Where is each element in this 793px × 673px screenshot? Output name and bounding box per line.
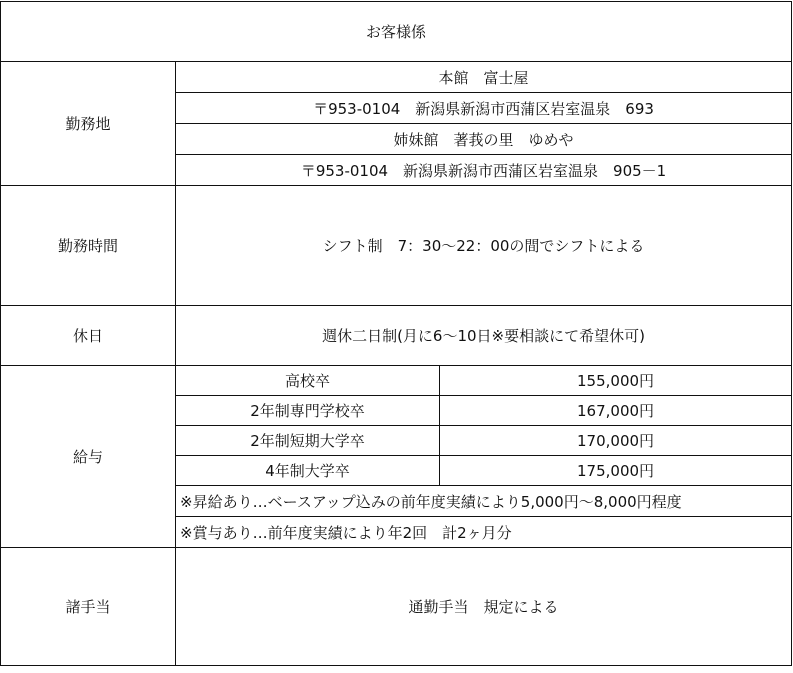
- work-location-row: [1, 62, 792, 93]
- header-row: [1, 2, 792, 62]
- salary-label: 給与: [1, 366, 176, 548]
- salary-education: 2年制短期大学卒: [176, 426, 440, 456]
- bonus-note: ※賞与あり…前年度実績により年2回 計2ヶ月分: [176, 517, 792, 548]
- work-location-label: 勤務地: [1, 62, 176, 186]
- holidays-label: 休日: [1, 306, 176, 366]
- holidays-value: 週休二日制(月に6～10日※要相談にて希望休可): [176, 306, 792, 366]
- raise-note: ※昇給あり…ベースアップ込みの前年度実績により5,000円～8,000円程度: [176, 486, 792, 517]
- holidays-row: [1, 306, 792, 366]
- salary-education: 高校卒: [176, 366, 440, 396]
- work-hours-row: [1, 186, 792, 306]
- allowances-value: 通勤手当 規定による: [176, 548, 792, 666]
- allowances-label: 諸手当: [1, 548, 176, 666]
- main-building-name: 本館 富士屋: [176, 62, 792, 93]
- salary-amount: 167,000円: [440, 396, 792, 426]
- salary-education: 2年制専門学校卒: [176, 396, 440, 426]
- main-building-address: 〒953-0104 新潟県新潟市西蒲区岩室温泉 693: [176, 93, 792, 124]
- page-title: お客様係: [1, 2, 792, 62]
- salary-amount: 175,000円: [440, 456, 792, 486]
- salary-education: 4年制大学卒: [176, 456, 440, 486]
- salary-amount: 155,000円: [440, 366, 792, 396]
- job-details-table: [0, 1, 792, 666]
- allowances-row: [1, 548, 792, 666]
- salary-amount: 170,000円: [440, 426, 792, 456]
- work-hours-label: 勤務時間: [1, 186, 176, 306]
- salary-row: [1, 366, 792, 396]
- sister-building-address: 〒953-0104 新潟県新潟市西蒲区岩室温泉 905－1: [176, 155, 792, 186]
- work-hours-value: シフト制 7：30～22：00の間でシフトによる: [176, 186, 792, 306]
- sister-building-name: 姉妹館 著莪の里 ゆめや: [176, 124, 792, 155]
